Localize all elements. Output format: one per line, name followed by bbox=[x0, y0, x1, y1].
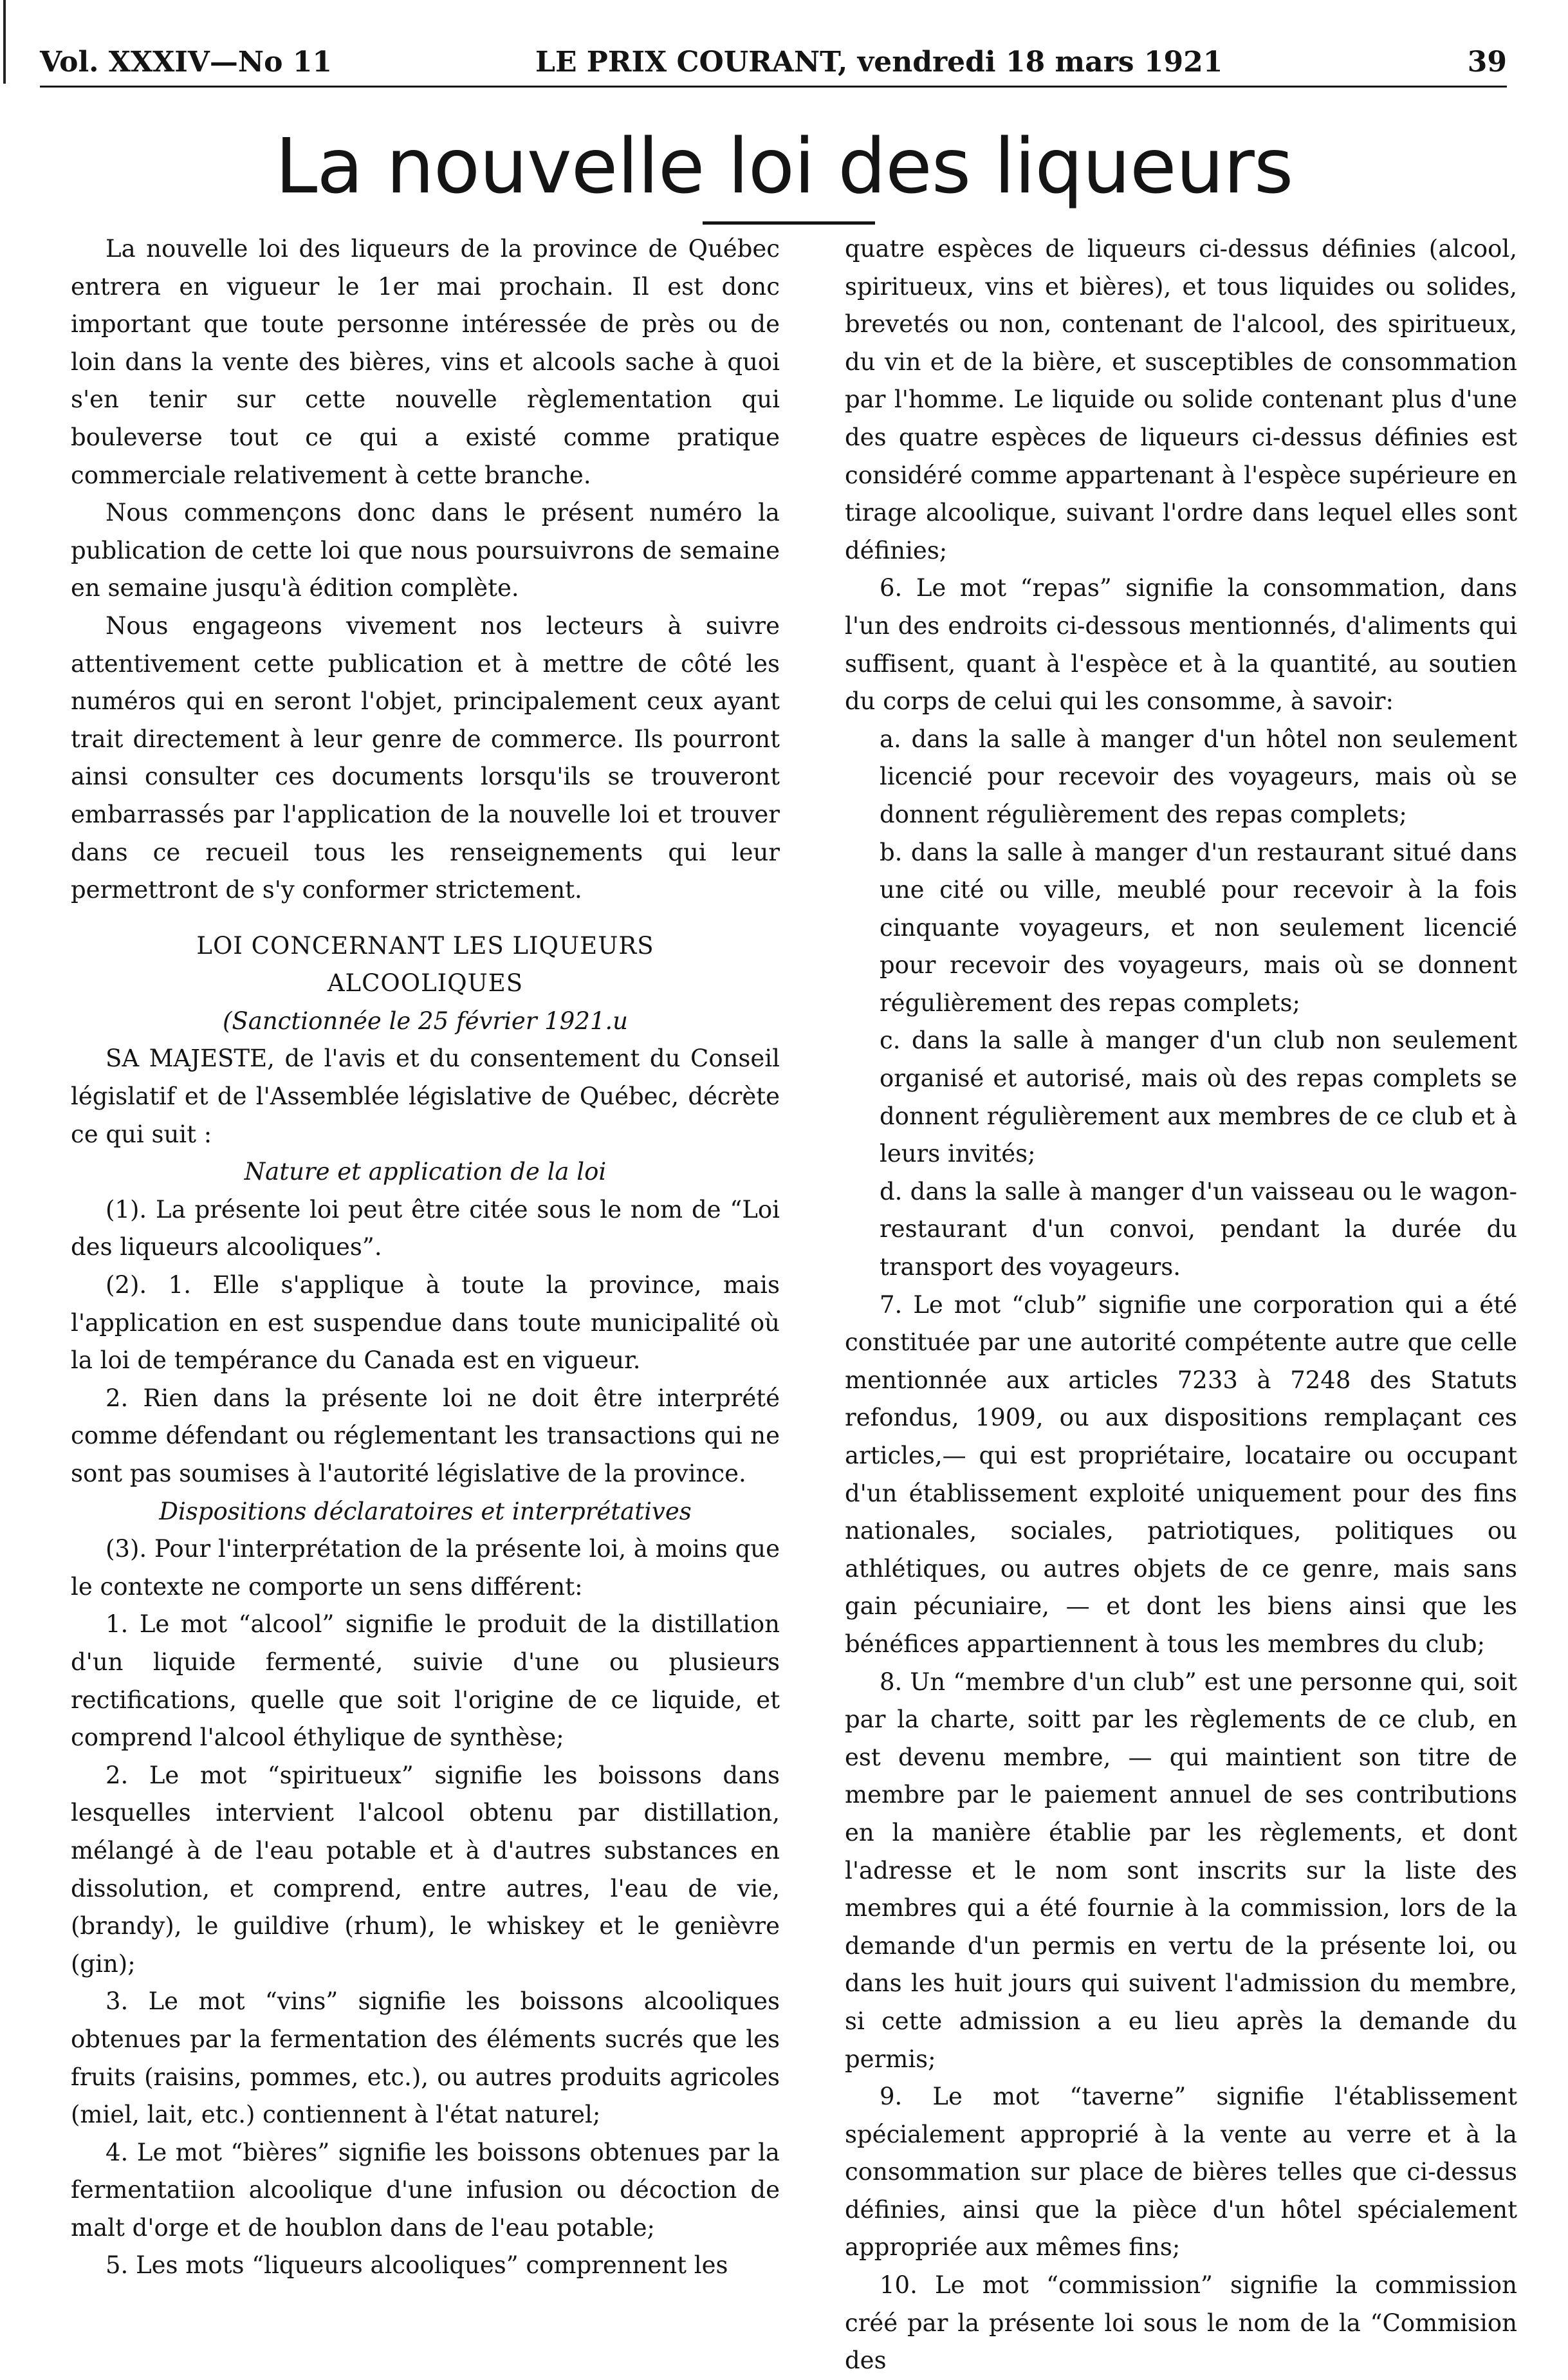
article-3: (3). Pour l'interprétation de la présente loi, à moins que le contexte ne comporte un sens différent: bbox=[71, 1535, 780, 1601]
article-2-paragraph-2: 2. Rien dans la présente loi ne doit être interprété comme défendant ou réglementant les transactions qui ne sont pas soumises à l'autorité législative de la province. bbox=[71, 1384, 780, 1487]
intro-paragraph-2: Nous commençons donc dans le présent numéro la publication de cette loi que nous poursuivrons de semaine en semaine jusqu'à édition complète. bbox=[71, 499, 780, 602]
definition-8: 8. Un “membre d'un club” est une personne qui, soit par la charte, soitt par les règlements de ce club, en est devenu membre, — qui maintient son titre de membre par le paiement annuel de ses contributions en la manière établie par les règlements, et dont l'adresse et le nom sont inscrits sur la liste des membres qui a été fournie à la commission, lors de la demande d'un permis en vertu de la présente loi, ou dans les huit jours qui suivent l'admission du membre, si cette admission a eu lieu après la demande du permis; bbox=[845, 1668, 1517, 2073]
law-title-line-2: ALCOOLIQUES bbox=[327, 969, 524, 998]
definition-6-d: d. dans la salle à manger d'un vaisseau ou le wagon-restaurant d'un convoi, pendant la durée du transport des voyageurs. bbox=[880, 1177, 1517, 1281]
publication-date: LE PRIX COURANT, vendredi 18 mars 1921 bbox=[535, 46, 1223, 79]
article-title: La nouvelle loi des liqueurs bbox=[275, 122, 1293, 210]
article-2-paragraph-1: (2). 1. Elle s'applique à toute la province, mais l'application en est suspendue dans toute municipalité où la loi de tempérance du Canada est en vigueur. bbox=[71, 1271, 780, 1375]
right-column bbox=[845, 230, 1517, 2380]
intro-paragraph-1: La nouvelle loi des liqueurs de la province de Québec entrera en vigueur le 1er mai prochain. Il est donc important que toute personne intéressée de près ou de loin dans la vente des bières, vins et alcools sache à quoi s'en tenir sur cette nouvelle règlementation qui bouleverse tout ce qui a existé comme pratique commerciale relativement à cette branche. bbox=[71, 235, 780, 489]
section-heading-nature: Nature et application de la loi bbox=[244, 1158, 607, 1186]
definition-9: 9. Le mot “taverne” signifie l'établissement spécialement approprié à la vente au verre et à la consommation sur place de bières telles que ci-dessus définies, ainsi que la pièce d'un hôtel spécialement appropriée aux mêmes fins; bbox=[845, 2083, 1517, 2262]
intro-paragraph-3: Nous engageons vivement nos lecteurs à suivre attentivement cette publication et à mettre de côté les numéros qui en seront l'objet, principalement ceux ayant trait directement à leur genre de commerce. Ils pourront ainsi consulter ces documents lorsqu'ils se trouveront embarrassés par l'application de la nouvelle loi et trouver dans ce recueil tous les renseignements qui leur permettront de s'y conformer strictement. bbox=[71, 611, 780, 904]
page-number: 39 bbox=[1467, 46, 1507, 79]
preamble: SA MAJESTE, de l'avis et du consentement du Conseil législatif et de l'Assemblée législative de Québec, décrète ce qui suit : bbox=[71, 1045, 780, 1148]
page-edge-mark bbox=[3, 0, 6, 84]
header-rule bbox=[40, 86, 1507, 88]
running-head bbox=[40, 40, 1507, 85]
article-1: (1). La présente loi peut être citée sous le nom de “Loi des liqueurs alcooliques”. bbox=[71, 1195, 780, 1261]
definition-5-continued: quatre espèces de liqueurs ci-dessus définies (alcool, spiritueux, vins et bières), et tous liquides ou solides, brevetés ou non, contenant de l'alcool, des spiritueux, du vin et de la bière, et susceptibles de consommation par l'homme. Le liquide ou solide contenant plus d'une des quatre espèces de liqueurs ci-dessus définies est considéré comme appartenant à l'espèce supérieure en tirage alcoolique, suivant l'ordre dans lequel elles sont définies; bbox=[845, 235, 1517, 564]
definition-1: 1. Le mot “alcool” signifie le produit de la distillation d'un liquide fermenté, suivie d'une ou plusieurs rectifications, quelle que soit l'origine de ce liquide, et comprend l'alcool éthylique de synthèse; bbox=[71, 1610, 780, 1752]
definition-4: 4. Le mot “bières” signifie les boissons obtenues par la fermentatiion alcoolique d'une infusion ou décoction de malt d'orge et de houblon dans de l'eau potable; bbox=[71, 2138, 780, 2242]
definition-10-start: 10. Le mot “commission” signifie la commission créé par la présente loi sous le nom de la “Commision des bbox=[845, 2271, 1517, 2375]
definition-6-c: c. dans la salle à manger d'un club non seulement organisé et autorisé, mais où des repas complets se donnent régulièrement aux membres de ce club et à leurs invités; bbox=[880, 1027, 1517, 1168]
definition-2: 2. Le mot “spiritueux” signifie les boissons dans lesquelles intervient l'alcool obtenu par distillation, mélangé à de l'eau potable et à d'autres substances en dissolution, et comprend, entre autres, l'eau de vie, (brandy), le guildive (rhum), le whiskey et le genièvre (gin); bbox=[71, 1761, 780, 1978]
definition-6-a: a. dans la salle à manger d'un hôtel non seulement licencié pour recevoir des voyageurs, mais où se donnent régulièrement des repas complets; bbox=[880, 725, 1517, 828]
definition-3: 3. Le mot “vins” signifie les boissons alcooliques obtenues par la fermentation des éléments sucrés que les fruits (raisins, pommes, etc.), ou autres produits agricoles (miel, lait, etc.) contiennent à l'état naturel; bbox=[71, 1987, 780, 2129]
definition-5-start: 5. Les mots “liqueurs alcooliques” comprennent les bbox=[106, 2251, 728, 2280]
definition-6: 6. Le mot “repas” signifie la consommation, dans l'un des endroits ci-dessous mentionnés, d'aliments qui suffisent, quant à l'espèce et à la quantité, au soutien du corps de celui qui les consomme, à savoir: bbox=[845, 574, 1517, 716]
definition-7: 7. Le mot “club” signifie une corporation qui a été constituée par une autorité compétente autre que celle mentionnée aux articles 7233 à 7248 des Statuts refondus, 1909, ou aux dispositions remplaçant ces articles,— qui est propriétaire, locataire ou occupant d'un établissement exploité uniquement pour des fins nationales, sociales, patriotiques, politiques ou athlétiques, ou autres objets de ce genre, mais sans gain pécuniaire, — et dont les biens ainsi que les bénéfices appartiennent à tous les membres du club; bbox=[845, 1290, 1517, 1658]
volume-number: Vol. XXXIV—No 11 bbox=[40, 46, 333, 79]
section-heading-dispositions: Dispositions déclaratoires et interprétatives bbox=[159, 1497, 692, 1525]
law-title-line-1: LOI CONCERNANT LES LIQUEURS bbox=[196, 931, 654, 960]
title-rule bbox=[703, 221, 875, 225]
sanction-date: (Sanctionnée le 25 février 1921.u bbox=[222, 1007, 629, 1035]
left-column bbox=[71, 230, 780, 2285]
definition-6-b: b. dans la salle à manger d'un restaurant situé dans une cité ou ville, meublé pour recevoir à la fois cinquante voyageurs, et non seulement licencié pour recevoir des voyageurs, mais où se donnent régulièrement des repas complets; bbox=[880, 838, 1517, 1017]
